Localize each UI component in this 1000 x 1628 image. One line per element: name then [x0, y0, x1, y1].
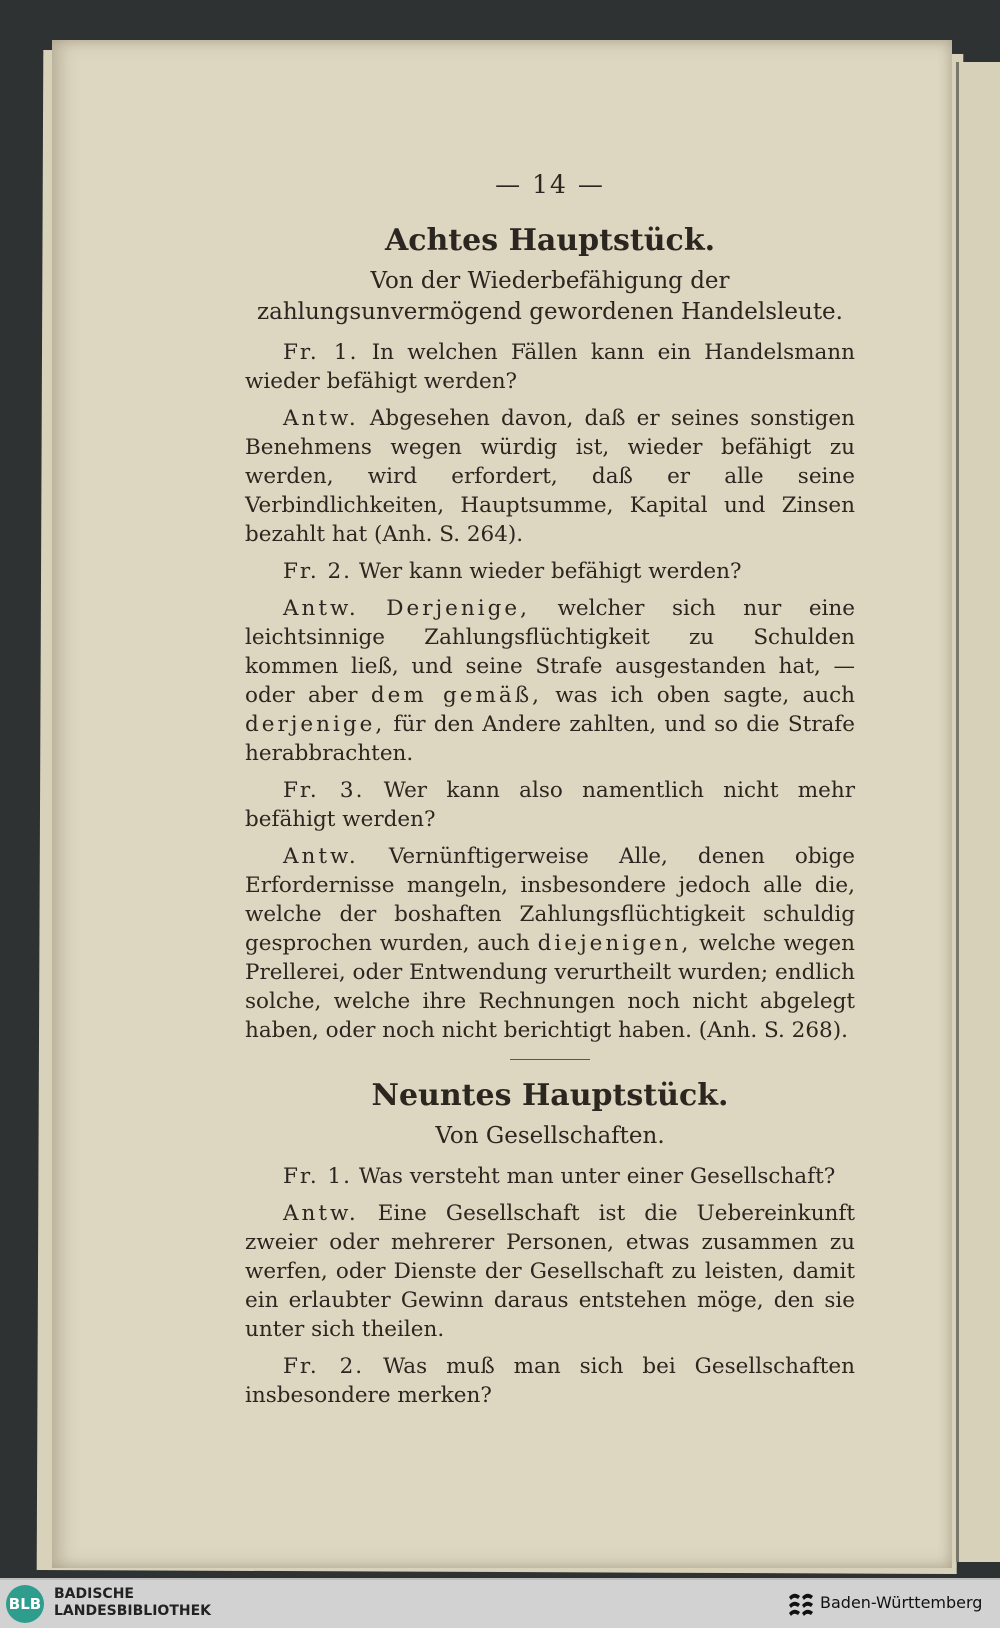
- question-label: Fr. 1.: [283, 340, 359, 365]
- question-text: Was muß man sich bei Gesellschaften insbesondere merken?: [245, 1354, 855, 1408]
- blb-logo[interactable]: BLB: [6, 1585, 44, 1623]
- question-text: Was versteht man unter einer Gesellschaft?: [358, 1164, 836, 1189]
- library-footer: [0, 1578, 1000, 1628]
- section-divider: [510, 1059, 590, 1060]
- answer-9-1: [245, 1199, 855, 1344]
- baden-wuerttemberg-lions-icon: [786, 1589, 816, 1619]
- question-8-1: [245, 338, 855, 396]
- question-text: Wer kann wieder befähigt werden?: [358, 559, 742, 584]
- emphasis-text: diejenigen,: [537, 931, 692, 956]
- answer-text: für den Andere zahlten, und so die Strafe herabbrachten.: [245, 712, 855, 766]
- question-label: Fr. 2.: [283, 1354, 365, 1379]
- page-number: — 14 —: [495, 170, 605, 199]
- answer-text: was ich oben sagte, auch: [555, 683, 856, 708]
- facing-page-edge: [956, 62, 1000, 1562]
- page-content: [245, 170, 855, 1418]
- answer-label: Antw.: [283, 1201, 359, 1226]
- library-name[interactable]: [54, 1586, 211, 1620]
- emphasis-text: derjenige,: [245, 712, 386, 737]
- question-text: Wer kann also namentlich nicht mehr befähigt werden?: [245, 778, 855, 832]
- chapter-9-title: Neuntes Hauptstück.: [371, 1078, 729, 1113]
- question-8-3: [245, 776, 855, 834]
- answer-text: Vernünftigerweise Alle, denen obige Erfordernisse mangeln, insbesondere jedoch alle die, welche der boshaften Zahlungsflüchtigkeit schuldig gesprochen wurden, auch: [245, 844, 856, 956]
- chapter-9-subtitle: Von Gesellschaften.: [435, 1123, 665, 1149]
- emphasis-text: dem gemäß,: [370, 683, 542, 708]
- chapter-8-subtitle: Von der Wiederbefähigung der zahlungsunvermögend gewordenen Handelsleute.: [257, 268, 843, 325]
- question-text: In welchen Fällen kann ein Handelsmann wieder befähigt werden?: [245, 340, 855, 394]
- answer-text: welcher sich nur eine leichtsinnige Zahlungsflüchtigkeit zu Schulden kommen ließ, und seine Strafe ausgestanden hat, — oder aber: [245, 596, 855, 708]
- question-label: Fr. 1.: [283, 1164, 353, 1189]
- answer-text: Abgesehen davon, daß er seines sonstigen Benehmens wegen würdig ist, wieder befähigt zu werden, wird erfordert, daß er alle seine Verbindlichkeiten, Hauptsumme, Kapital und Zinsen bezahlt hat (Anh. S. 264).: [245, 406, 855, 547]
- baden-wuerttemberg-label[interactable]: Baden-Württemberg: [820, 1593, 983, 1612]
- answer-8-3: [245, 842, 855, 1045]
- question-8-2: [245, 557, 855, 586]
- answer-8-1: [245, 404, 855, 549]
- chapter-8-title: Achtes Hauptstück.: [384, 223, 716, 258]
- emphasis-text: Derjenige,: [386, 596, 530, 621]
- answer-label: Antw.: [283, 844, 359, 869]
- answer-label: Antw.: [283, 596, 359, 621]
- answer-label: Antw.: [283, 406, 359, 431]
- question-label: Fr. 3.: [283, 778, 365, 803]
- library-name-line1: BADISCHE: [54, 1586, 134, 1602]
- question-9-2: [245, 1352, 855, 1410]
- answer-text: welche wegen Prellerei, oder Entwendung verurtheilt wurden; endlich solche, welche ihre Rechnungen noch nicht abgelegt haben, oder noch nicht berichtigt haben. (Anh. S. 268).: [245, 931, 855, 1043]
- question-9-1: [245, 1162, 855, 1191]
- question-label: Fr. 2.: [283, 559, 353, 584]
- answer-8-2: [245, 594, 855, 768]
- library-name-line2: LANDESBIBLIOTHEK: [54, 1603, 212, 1619]
- answer-text: Eine Gesellschaft ist die Uebereinkunft zweier oder mehrerer Personen, etwas zusammen zu werfen, oder Dienste der Gesellschaft zu leisten, damit ein erlaubter Gewinn daraus entstehen möge, den sie unter sich theilen.: [245, 1201, 855, 1342]
